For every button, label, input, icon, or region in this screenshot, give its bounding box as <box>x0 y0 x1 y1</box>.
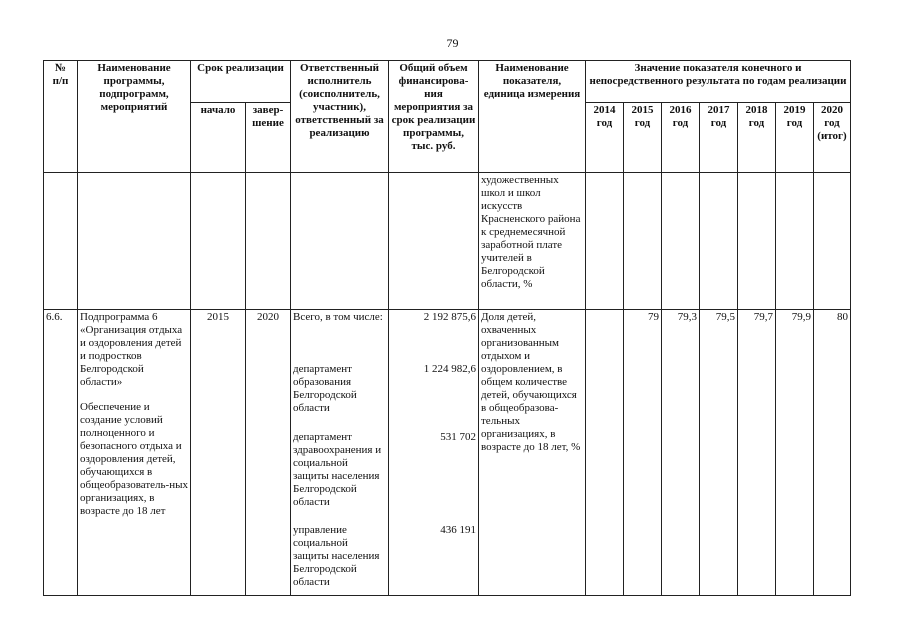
cell-empty <box>814 173 851 310</box>
cell-empty <box>389 173 479 310</box>
header-term: Срок реализации <box>191 61 291 103</box>
header-year-2016: 2016 год <box>662 103 700 173</box>
cell-value-2019: 79,9 <box>776 310 814 596</box>
header-indicator: Наименование показателя, единица измерения <box>479 61 586 173</box>
cell-value-2018: 79,7 <box>738 310 776 596</box>
header-term-start: начало <box>191 103 246 173</box>
header-values-group: Значение показателя конечного и непосредственного результата по годам реализации <box>586 61 851 103</box>
cell-empty <box>44 173 78 310</box>
cell-empty <box>586 173 624 310</box>
program-table <box>43 60 851 596</box>
header-year-2014: 2014 год <box>586 103 624 173</box>
volume-education: 1 224 982,6 <box>423 363 476 375</box>
executor-social: управление социальной защиты населения Белгородской области <box>293 524 380 588</box>
header-year-2020: 2020 год (итог) <box>814 103 851 173</box>
cell-value-2014 <box>586 310 624 596</box>
cell-end: 2020 <box>246 310 291 596</box>
volume-health: 531 702 <box>440 431 476 443</box>
volume-total: 2 192 875,6 <box>423 311 476 323</box>
cell-name <box>78 310 191 596</box>
cell-volume <box>389 310 479 596</box>
header-year-2017: 2017 год <box>700 103 738 173</box>
header-num: № п/п <box>44 61 78 173</box>
header-row-1 <box>44 61 851 103</box>
cell-empty <box>624 173 662 310</box>
table-row-continued <box>44 173 851 310</box>
header-term-end: завер-шение <box>246 103 291 173</box>
cell-value-2016: 79,3 <box>662 310 700 596</box>
page-number: 79 <box>446 36 459 50</box>
volume-social: 436 191 <box>440 524 476 536</box>
header-year-2019: 2019 год <box>776 103 814 173</box>
cell-num: 6.6. <box>44 310 78 596</box>
cell-empty <box>78 173 191 310</box>
header-name: Наименование программы, подпрограмм, мероприятий <box>78 61 191 173</box>
activity-title: Обеспечение и создание условий полноценного и безопасного отдыха и оздоровления детей, обучающихся в общеобразователь-ных организациях, в возрасте до 18 лет <box>80 401 188 517</box>
header-year-2015: 2015 год <box>624 103 662 173</box>
executor-education: департамент образования Белгородской области <box>293 363 357 414</box>
cell-executor <box>291 310 389 596</box>
cell-start: 2015 <box>191 310 246 596</box>
table-row-6-6 <box>44 310 851 596</box>
cell-value-2020: 80 <box>814 310 851 596</box>
header-executor: Ответственный исполнитель (соисполнитель, участник), ответственный за реализацию <box>291 61 389 173</box>
cell-empty <box>700 173 738 310</box>
cell-value-2015: 79 <box>624 310 662 596</box>
cell-empty <box>191 173 246 310</box>
cell-empty <box>291 173 389 310</box>
cell-indicator-continued: художественных школ и школ искусств Красненского района к среднемесячной заработной плате учителей в Белгородской области, % <box>479 173 586 310</box>
cell-empty <box>246 173 291 310</box>
cell-empty <box>776 173 814 310</box>
cell-empty <box>662 173 700 310</box>
cell-empty <box>738 173 776 310</box>
header-volume: Общий объем финансирова-ния мероприятия за срок реализации программы, тыс. руб. <box>389 61 479 173</box>
executor-health: департамент здравоохранения и социальной защиты населения Белгородской области <box>293 431 382 508</box>
cell-value-2017: 79,5 <box>700 310 738 596</box>
subprogram-title: Подпрограмма 6 «Организация отдыха и оздоровления детей и подростков Белгородской области» <box>80 311 183 388</box>
header-year-2018: 2018 год <box>738 103 776 173</box>
cell-indicator: Доля детей, охваченных организованным отдыхом и оздоровлением, в общем количестве детей, обучающихся в общеобразова-тельных организациях, в возрасте до 18 лет, % <box>479 310 586 596</box>
executor-total: Всего, в том числе: <box>293 311 383 323</box>
